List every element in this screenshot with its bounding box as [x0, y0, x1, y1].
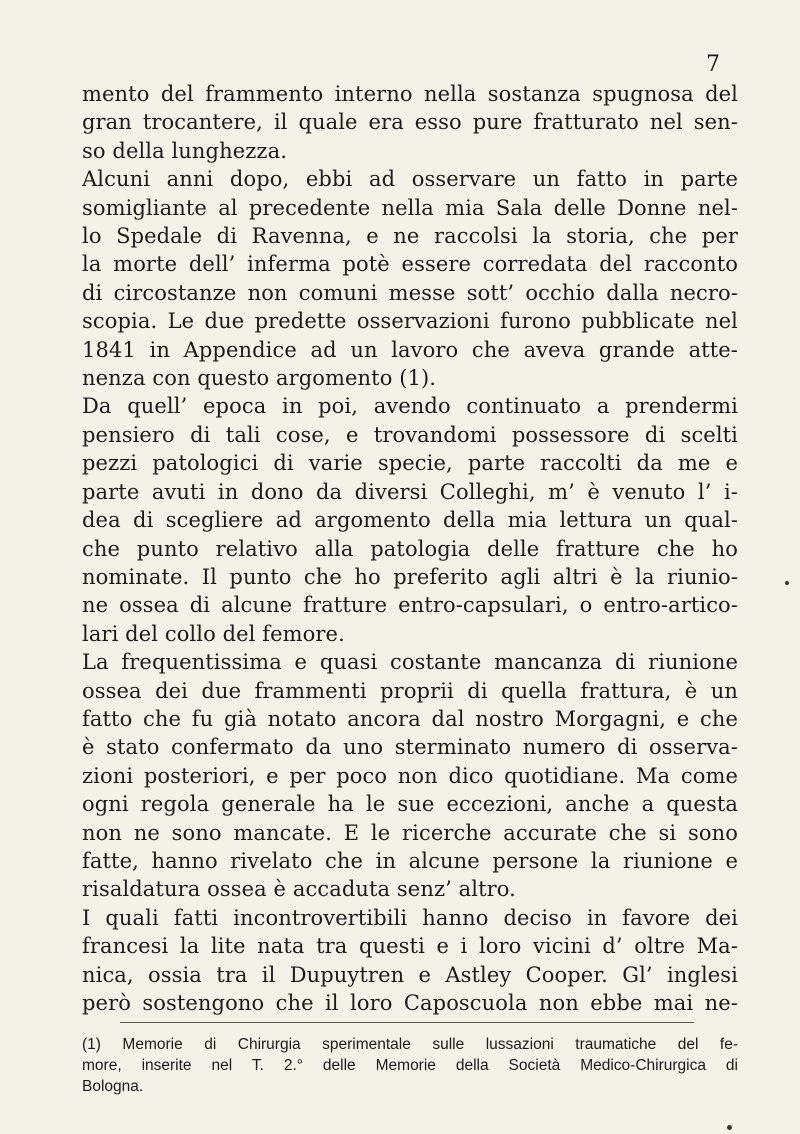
text-line: di circostanze non comuni messe sott’ occhio dalla necro- [82, 280, 738, 305]
page-number: 7 [706, 52, 720, 77]
text-line: pezzi patologici di varie specie, parte raccolti da me e [82, 451, 738, 476]
text-line: fatto che fu già notato ancora dal nostro Morgagni, e che [82, 706, 738, 731]
text-line: fatte, hanno rivelato che in alcune persone la riunione e [82, 848, 738, 873]
footnote-line: (1) Memorie di Chirurgia sperimentale sulle lussazioni traumatiche del fe- [82, 1036, 738, 1053]
text-line: parte avuti in dono da diversi Colleghi, m’ è venuto l’ i- [82, 479, 738, 504]
text-line: però sostengono che il loro Caposcuola non ebbe mai ne- [82, 991, 738, 1015]
text-line: ogni regola generale ha le sue eccezioni, anche a questa [82, 792, 738, 817]
ink-speck [785, 581, 789, 585]
text-line: pensiero di tali cose, e trovandomi possessore di scelti [82, 422, 738, 447]
text-line: ossea dei due frammenti proprii di quella frattura, è un [82, 678, 738, 703]
body-text [82, 80, 738, 1017]
text-line: mento del frammento interno nella sostanza spugnosa del [82, 82, 738, 106]
text-line: 1841 in Appendice ad un lavoro che aveva grande atte- [82, 337, 738, 362]
text-line: somigliante al precedente nella mia Sala delle Donne nel- [82, 195, 738, 220]
text-line: nenza con questo argomento (1). [82, 366, 437, 391]
text-line: Da quell’ epoca in poi, avendo continuato a prendermi [82, 394, 738, 419]
text-line: ne ossea di alcune fratture entro-capsulari, o entro-artico- [82, 593, 738, 618]
text-line: lari del collo del femore. [82, 621, 345, 646]
footnote [82, 1034, 738, 1097]
text-line: lo Spedale di Ravenna, e ne raccolsi la storia, che per [82, 224, 738, 249]
text-line: non ne sono mancate. E le ricerche accurate che si sono [82, 820, 738, 845]
text-line: I quali fatti incontrovertibili hanno deciso in favore dei [82, 905, 738, 930]
text-line: gran trocantere, il quale era esso pure fratturato nel sen- [82, 110, 738, 135]
text-line: è stato confermato da uno sterminato numero di osserva- [82, 735, 738, 760]
text-line: la morte dell’ inferma potè essere corredata del racconto [82, 252, 738, 277]
text-line: zioni posteriori, e per poco non dico quotidiane. Ma come [82, 763, 738, 788]
text-line: nominate. Il punto che ho preferito agli altri è la riunio- [82, 564, 738, 589]
text-line: francesi la lite nata tra questi e i loro vicini d’ oltre Ma- [82, 934, 738, 959]
ink-speck [727, 1125, 732, 1130]
text-line: scopia. Le due predette osservazioni furono pubblicate nel [82, 309, 738, 334]
text-line: risaldatura ossea è accaduta senz’ altro. [82, 877, 516, 902]
footnote-line: more, inserite nel T. 2.° delle Memorie della Società Medico-Chirurgica di [82, 1057, 738, 1074]
text-line: La frequentissima e quasi costante mancanza di riunione [82, 650, 738, 675]
footnote-divider [120, 1022, 694, 1023]
text-line: so della lunghezza. [82, 138, 287, 163]
footnote-line: Bologna. [82, 1078, 144, 1095]
text-line: che punto relativo alla patologia delle fratture che ho [82, 536, 738, 561]
text-line: nica, ossia tra il Dupuytren e Astley Cooper. Gl’ inglesi [82, 962, 738, 987]
text-line: Alcuni anni dopo, ebbi ad osservare un fatto in parte [82, 167, 738, 192]
text-line: dea di scegliere ad argomento della mia lettura un qual- [82, 508, 738, 533]
